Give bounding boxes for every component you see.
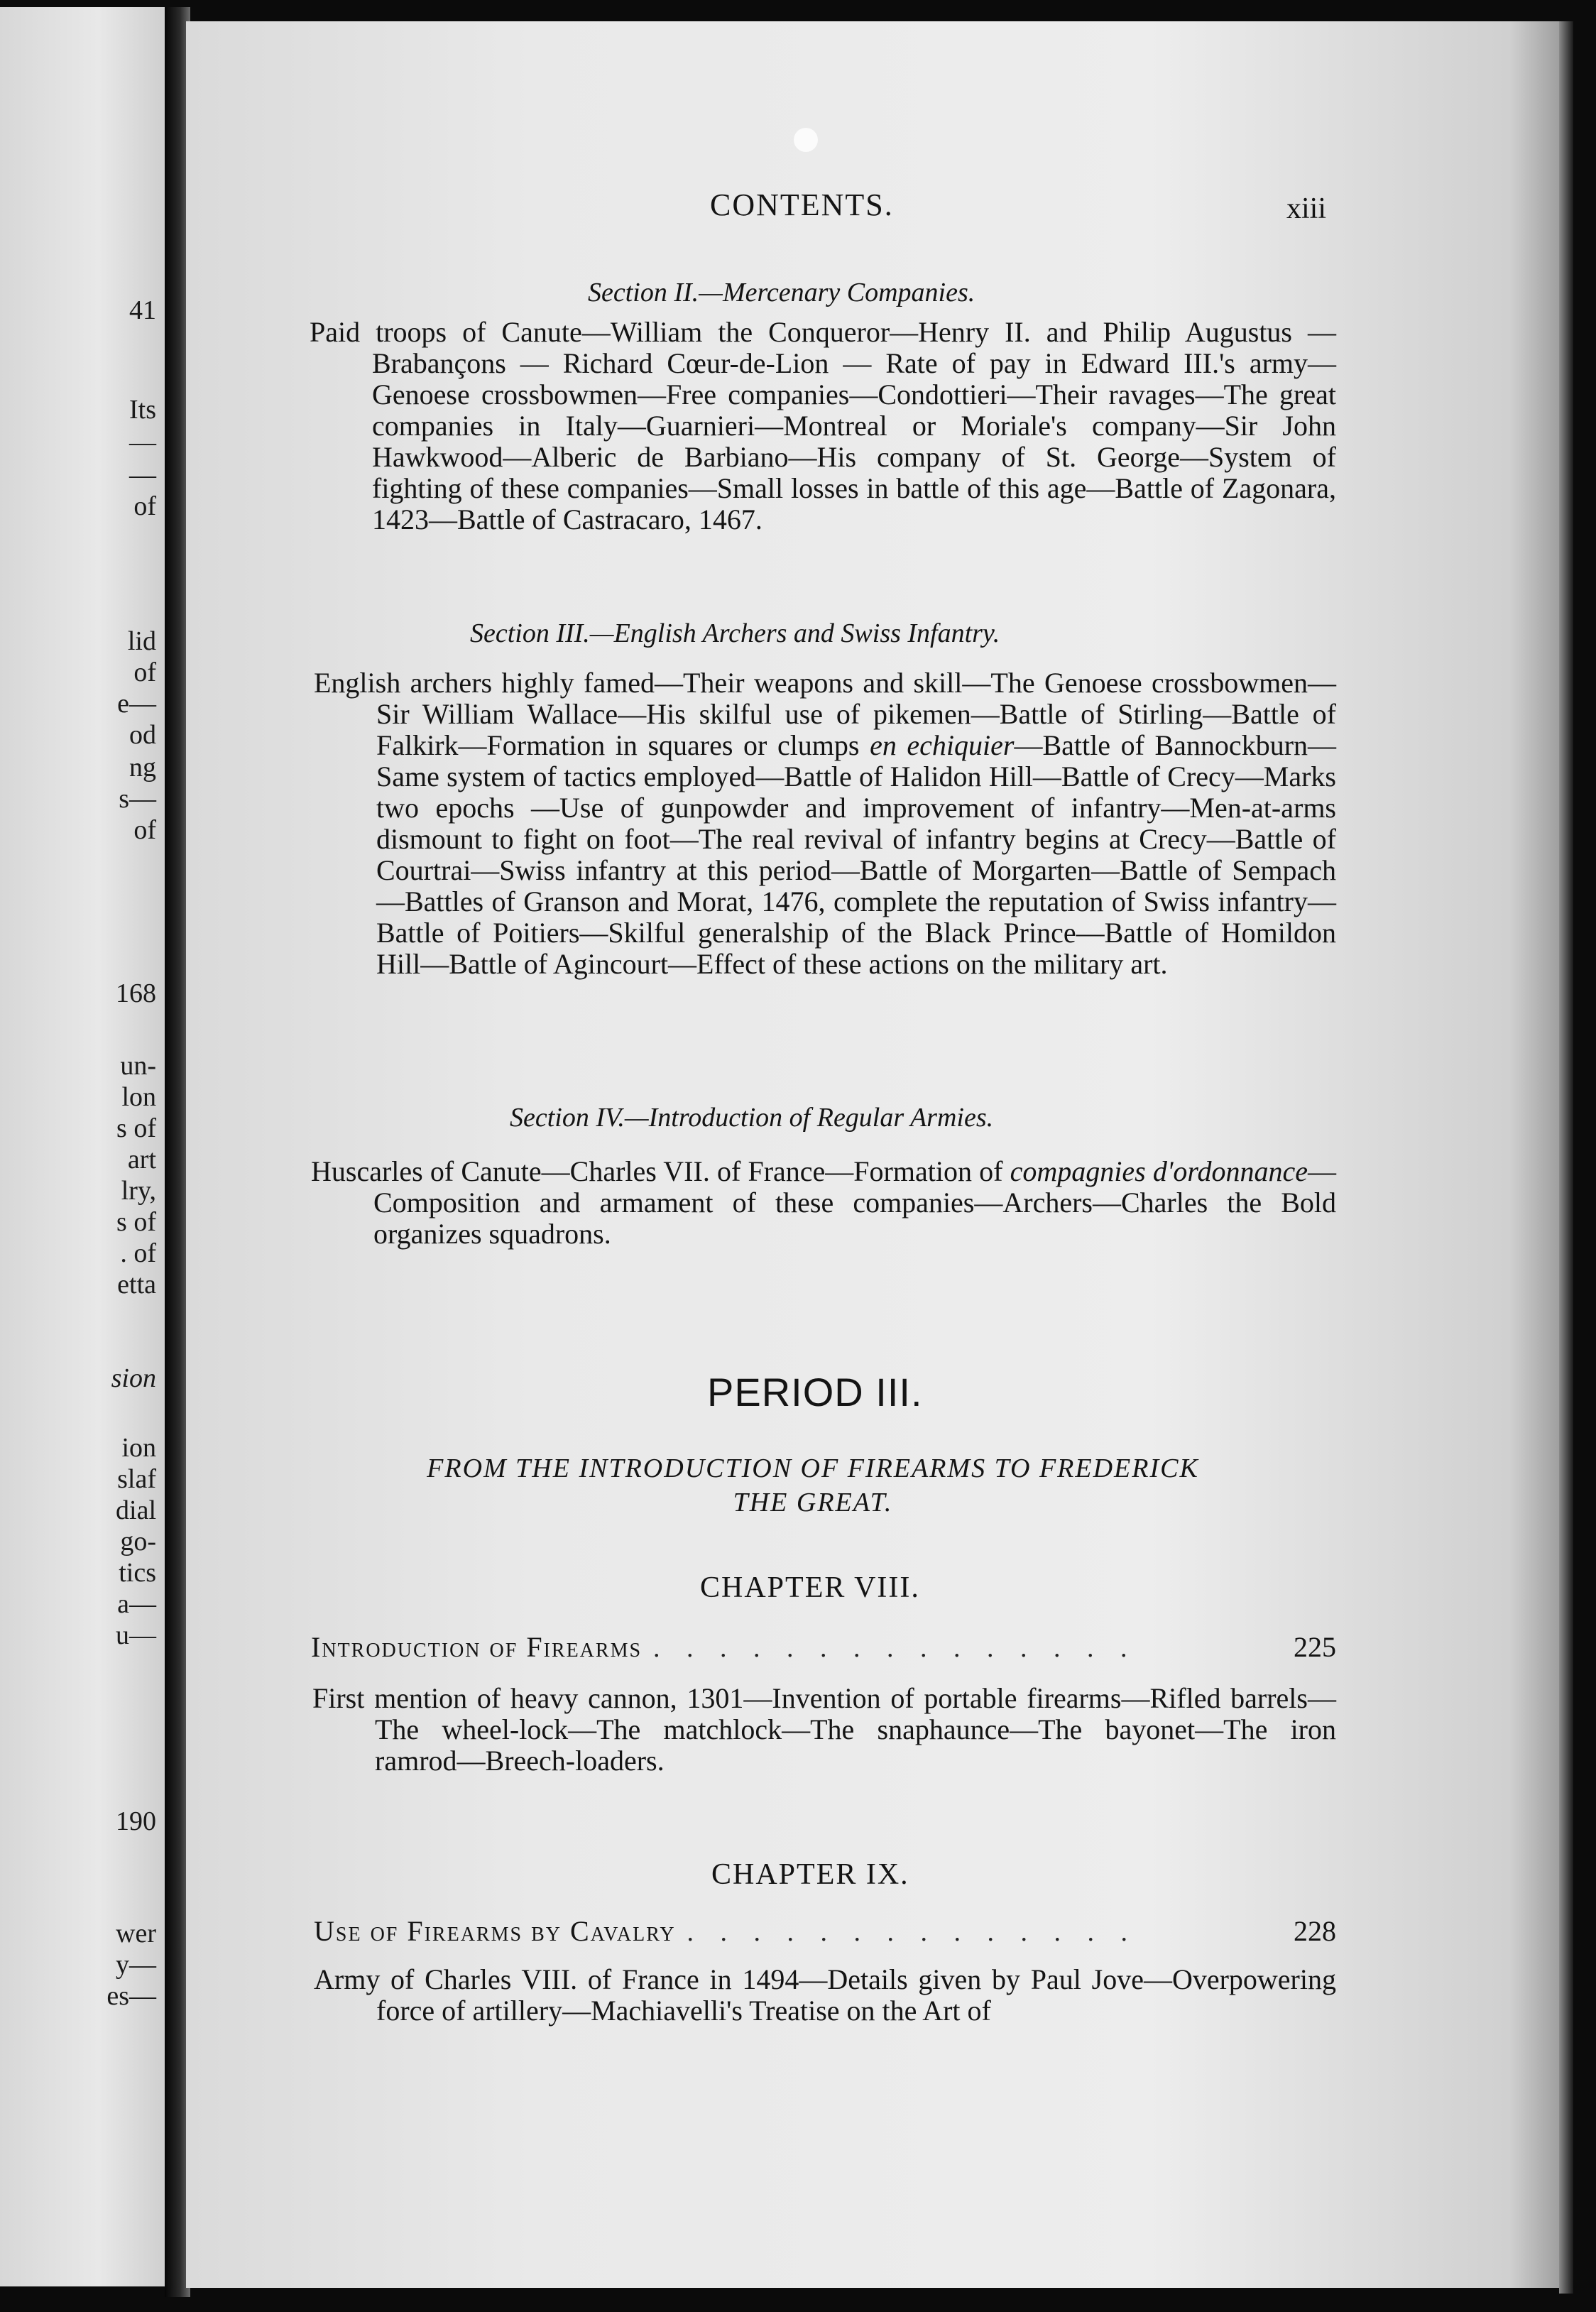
facing-page-fragment <box>0 7 165 2286</box>
toc-leader-dots: . . . . . . . . . . . . . . . <box>653 1633 1137 1663</box>
facing-page-text: s of <box>116 1207 156 1237</box>
facing-page-text: lry, <box>121 1176 156 1206</box>
chapter-heading: CHAPTER IX. <box>711 1858 909 1891</box>
chapter-heading: CHAPTER VIII. <box>700 1571 920 1604</box>
facing-page-text: tics <box>119 1558 156 1588</box>
facing-page-text: sion <box>111 1363 156 1393</box>
facing-page-text: 168 <box>116 978 156 1008</box>
facing-page-text: u— <box>116 1620 156 1650</box>
facing-page-text: of <box>133 658 156 687</box>
section-heading: Section IV.—Introduction of Regular Armies. <box>510 1103 994 1133</box>
facing-page-text: art <box>127 1145 156 1174</box>
facing-page-text: dial <box>116 1495 156 1525</box>
toc-entry-title: Use of Firearms by Cavalry <box>314 1915 676 1947</box>
facing-page-text: of <box>133 815 156 845</box>
facing-page-text: — <box>129 427 156 457</box>
toc-entry-page: 225 <box>1294 1631 1336 1663</box>
facing-page-text: lon <box>121 1082 156 1112</box>
facing-page-text: go- <box>120 1527 156 1556</box>
facing-page-text: s— <box>119 784 156 814</box>
toc-leader-dots: . . . . . . . . . . . . . . <box>687 1917 1138 1947</box>
facing-page-text: e— <box>117 689 156 719</box>
page-number: xiii <box>1286 192 1327 225</box>
toc-entry <box>311 1630 1336 1664</box>
facing-page-text: Its <box>129 395 156 425</box>
section-summary: Huscarles of Canute—Charles VII. of France—Formation of compagnies d'ordonnance—Composition and armament of these companies—Archers—Charles the Bold organizes squadrons. <box>311 1155 1336 1250</box>
facing-page-text: — <box>129 460 156 490</box>
period-title: PERIOD III. <box>707 1370 923 1414</box>
facing-page-text: s of <box>116 1113 156 1143</box>
scan-speck <box>794 128 818 152</box>
italic-term: en echiquier <box>870 729 1015 761</box>
section-heading: Section III.—English Archers and Swiss Infantry. <box>470 618 1000 648</box>
facing-page-text: 190 <box>116 1806 156 1836</box>
facing-page-text: . of <box>120 1238 156 1268</box>
facing-page-text: un- <box>120 1051 156 1081</box>
facing-page-text: ng <box>129 753 156 783</box>
section-summary: Paid troops of Canute—William the Conqueror—Henry II. and Philip Augustus — Brabançons — Richard Cœur-de-Lion — Rate of pay in Edward III.'s army—Genoese crossbowmen—Free companies—Condottieri—Their ravages—The great companies in Italy—Guarnieri—Montreal or Moriale's company—Sir John Hawkwood—Alberic de Barbiano—His company of St. George—System of fighting of these companies—Small losses in battle of this age—Battle of Zagonara, 1423—Battle of Castracaro, 1467. <box>310 316 1336 535</box>
italic-term: compagnies d'ordonnance <box>1010 1155 1308 1187</box>
facing-page-text: slaf <box>117 1464 156 1494</box>
facing-page-text: of <box>133 491 156 521</box>
facing-page-text: es— <box>106 1981 156 2011</box>
facing-page-text: ion <box>121 1433 156 1463</box>
facing-page-text: od <box>129 720 156 750</box>
section-heading: Section II.—Mercenary Companies. <box>588 278 975 307</box>
page-edge-shadow <box>1559 21 1573 2294</box>
chapter-summary: First mention of heavy cannon, 1301—Invention of portable firearms—Rifled barrels—The wheel-lock—The matchlock—The snaphaunce—The bayonet—The iron ramrod—Breech-loaders. <box>312 1682 1336 1777</box>
facing-page-text: lid <box>127 626 156 656</box>
toc-entry <box>314 1914 1336 1948</box>
facing-page-text: wer <box>116 1919 156 1948</box>
facing-page-text: y— <box>116 1950 156 1980</box>
facing-page-text: 41 <box>129 295 156 325</box>
running-header-title: CONTENTS. <box>710 187 894 222</box>
toc-entry-title: Introduction of Firearms <box>311 1631 643 1663</box>
period-subtitle: FROM THE INTRODUCTION OF FIREARMS TO FREDERICK THE GREAT. <box>427 1454 1199 1517</box>
toc-entry-page: 228 <box>1294 1915 1336 1947</box>
chapter-summary: Army of Charles VIII. of France in 1494—Details given by Paul Jove—Overpowering force of artillery—Machiavelli's Treatise on the Art of <box>314 1963 1336 2027</box>
facing-page-text: a— <box>117 1589 156 1619</box>
section-summary: English archers highly famed—Their weapons and skill—The Genoese crossbowmen—Sir William Wallace—His skilful use of pikemen—Battle of Stirling—Battle of Falkirk—Formation in squares or clumps en echiquier—Battle of Bannockburn—Same system of tactics employed—Battle of Halidon Hill—Battle of Crecy—Marks two epochs —Use of gunpowder and improvement of infantry—Men-at-arms dismount to fight on foot—The real revival of infantry begins at Crecy—Battle of Courtrai—Swiss infantry at this period—Battle of Morgarten—Battle of Sempach—Battles of Granson and Morat, 1476, complete the reputation of Swiss infantry—Battle of Poitiers—Skilful generalship of the Black Prince—Battle of Homildon Hill—Battle of Agincourt—Effect of these actions on the military art. <box>314 667 1337 980</box>
facing-page-text: etta <box>117 1270 156 1299</box>
